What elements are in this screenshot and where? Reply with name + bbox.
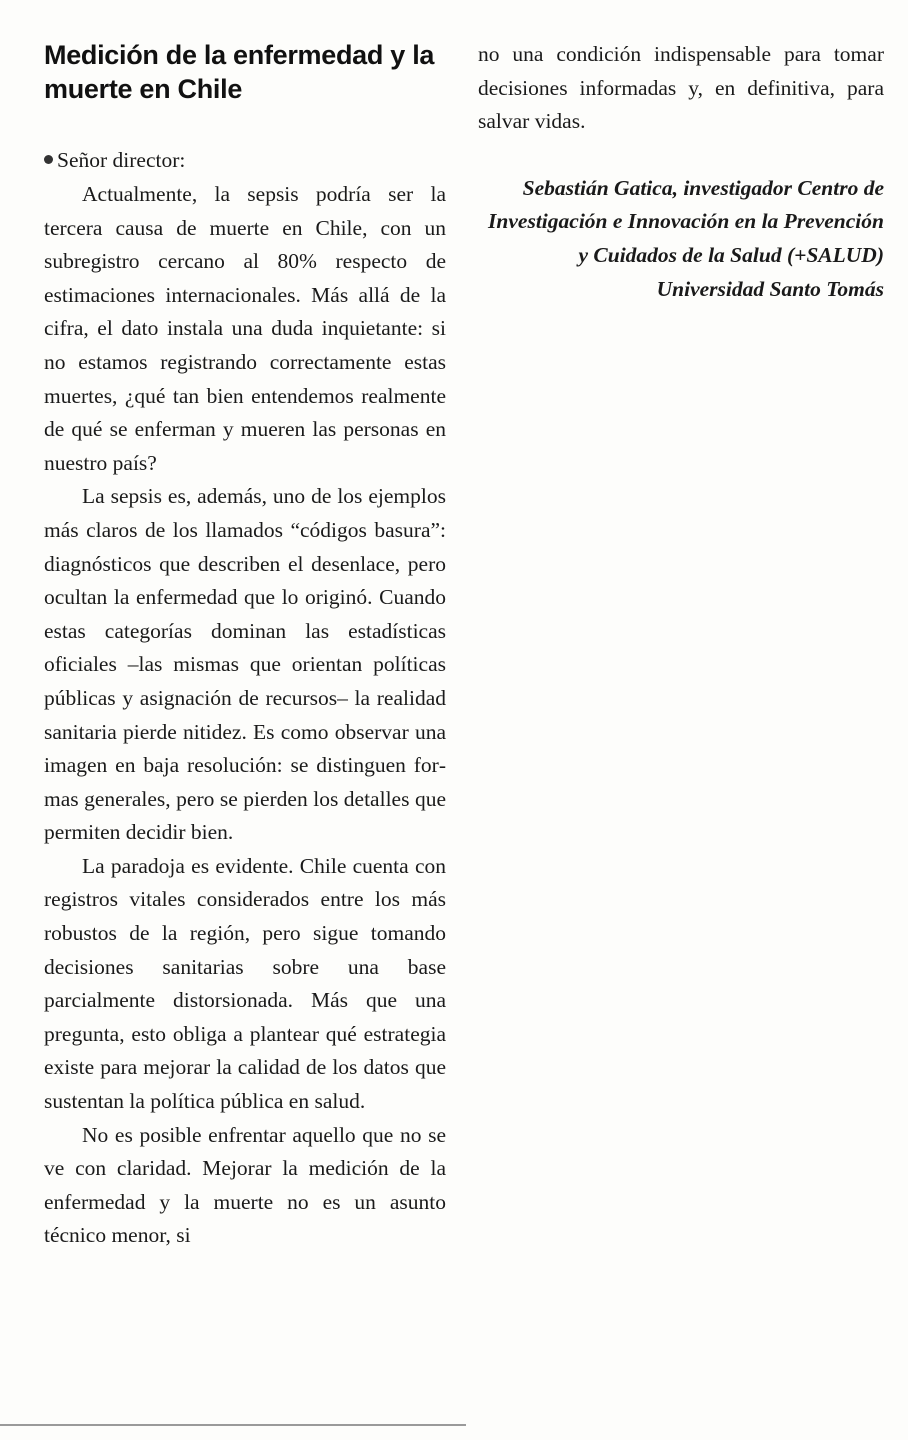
article-body (44, 178, 446, 1253)
paragraph-4: No es posible enfrentar aquello que no se ve con claridad. Mejorar la medición de la enfermedad y la muerte no es un asunto técnico menor, si (44, 1122, 446, 1248)
paragraph-3: La paradoja es evidente. Chile cuenta con registros vitales considerados entre los más robustos de la región, pero sigue tomando decisiones sanitarias sobre una base parcialmente distorsionada. Más que una pregunta, esto obliga a plantear qué estrategia existe para mejorar la calidad de los datos que sustentan la política pública en salud. (44, 853, 446, 1114)
salutation-text: Señor director: (57, 148, 186, 172)
article-headline: Medición de la enfermedad y la muerte en Chile (44, 40, 435, 104)
right-column (478, 38, 884, 306)
paragraph-2: La sepsis es, además, uno de los ejemplos más claros de los llamados “códigos basura”: diagnósticos que describen el desenlace, pero ocultan la enfermedad que lo originó. Cuando estas categorías dominan las estadísticas oficiales –las mismas que orientan políticas públicas y asignación de recursos– la realidad sanitaria pierde nitidez. Es como observar una imagen en baja resolución: se distinguen formas generales, pero se pierden los detalles que permiten decidir bien. (44, 484, 446, 845)
left-column (44, 38, 446, 1248)
bottom-divider (0, 1424, 466, 1426)
salutation (44, 144, 446, 178)
author-signature: Sebastián Gatica, investigador Centro de Investigación e Innovación en la Prevención y Cuidados de la Salud (+SALUD) Universidad Santo Tomás (488, 175, 884, 301)
paragraph-1: Actualmente, la sepsis podría ser la tercera causa de muerte en Chile, con un subregistro cercano al 80% respecto de estimaciones internacionales. Más allá de la cifra, el dato instala una duda inquietante: si no estamos registrando correctamente estas muertes, ¿qué tan bien entendemos realmente de qué se enferman y mueren las personas en nuestro país? (44, 182, 446, 475)
continuation-paragraph: no una condición indispensable para tomar decisiones informadas y, en definitiva, para salvar vidas. (478, 42, 884, 134)
bullet-icon (44, 155, 53, 164)
